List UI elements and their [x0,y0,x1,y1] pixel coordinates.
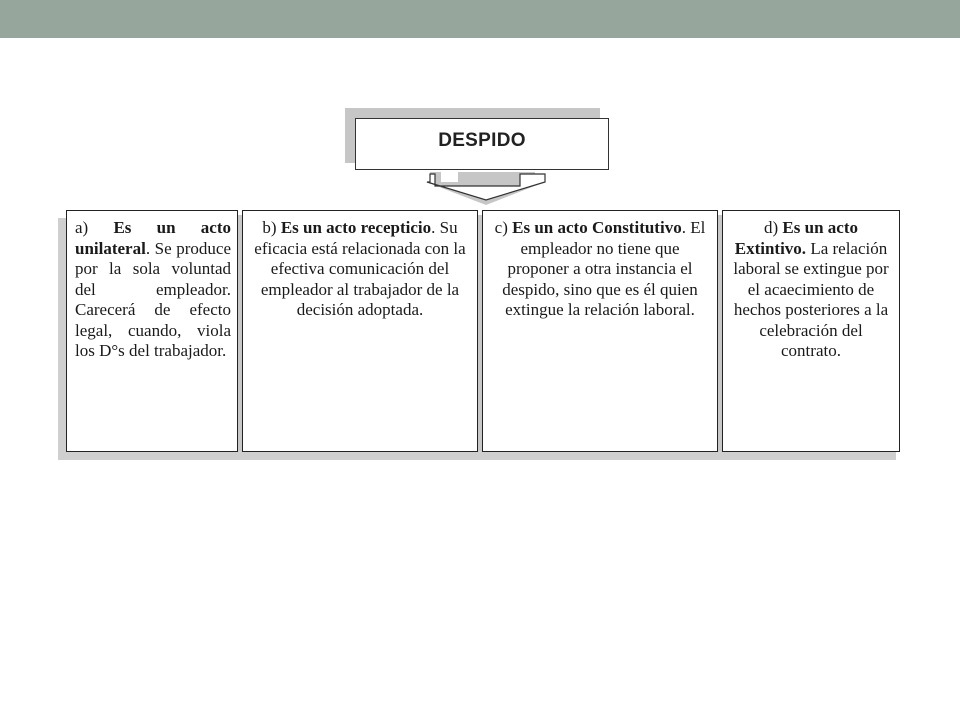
definition-text-c: c) Es un acto Constitutivo. El empleador no tiene que proponer a otra instancia el despido, sino que es él quien extingue la relación laboral. [494,218,706,319]
definition-box-c [482,210,718,452]
definition-box-d [722,210,900,452]
definition-text-b: b) Es un acto recepticio. Su eficacia está relacionada con la efectiva comunicación del empleador al trabajador de la decisión adoptada. [254,218,466,319]
diagram-title: DESPIDO [438,130,526,151]
definition-text-a: a) Es un acto unilateral. Se produce por la sola voluntad del empleador. Carecerá de efecto legal, cuando, viola los D°s del trabajador. [75,218,231,360]
definition-box-b [242,210,478,452]
definition-row [66,210,900,452]
definition-box-a [66,210,238,452]
definition-text-d: d) Es un acto Extintivo. La relación laboral se extingue por el acaecimiento de hechos posteriores a la celebración del contrato. [733,218,889,360]
